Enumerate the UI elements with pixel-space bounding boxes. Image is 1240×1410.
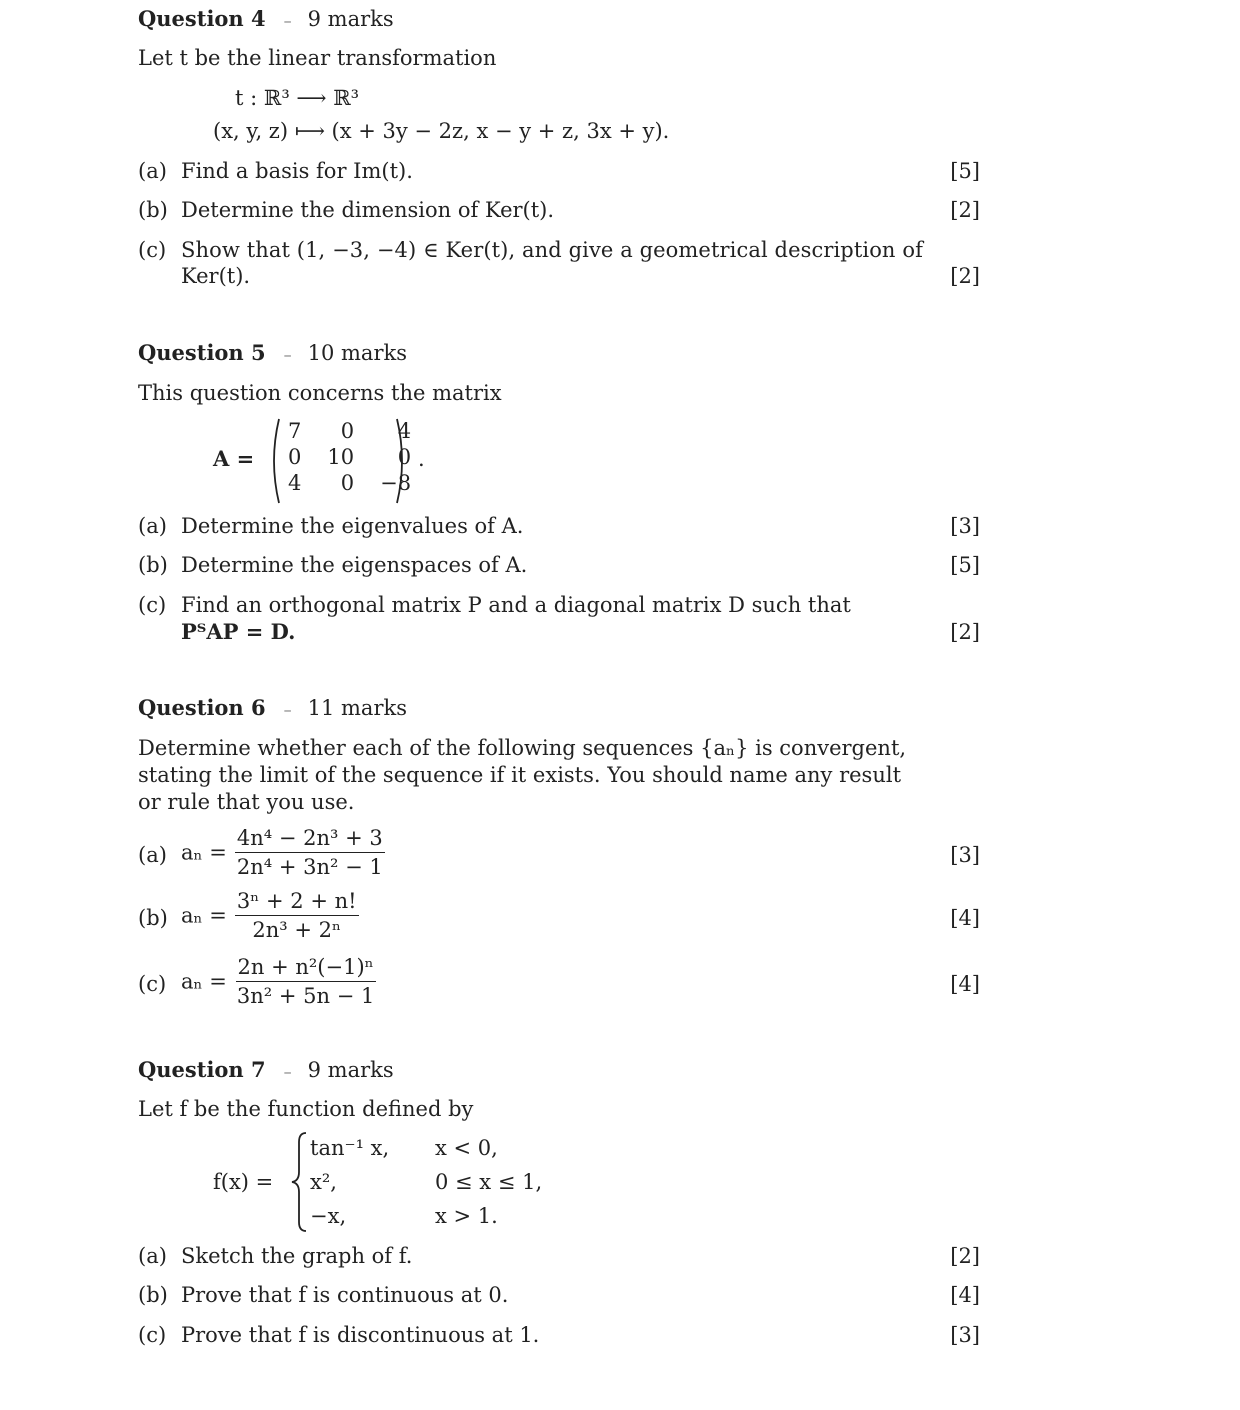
part-mark: [3] <box>950 514 980 538</box>
question-intro-line: Determine whether each of the following sequences {aₙ} is convergent, <box>138 736 907 760</box>
part-label: (a) <box>138 159 167 183</box>
part-mark: [2] <box>950 1244 980 1268</box>
sequence-formula <box>181 955 376 1008</box>
part-text: Find an orthogonal matrix P and a diagonal matrix D such that <box>181 593 851 617</box>
fraction <box>235 826 385 879</box>
numerator: 3ⁿ + 2 + n! <box>235 889 359 916</box>
formula-lhs: aₙ = <box>181 903 227 928</box>
case-expr: −x, <box>310 1204 347 1228</box>
question-7-heading: Question 7 – 9 marks <box>138 1057 394 1082</box>
part-text: Determine the eigenspaces of A. <box>181 553 528 577</box>
case-row <box>310 1203 498 1229</box>
part-mark: [5] <box>950 553 980 577</box>
part-text: Determine the eigenvalues of A. <box>181 514 524 538</box>
matrix-name: A = <box>213 446 255 471</box>
part-mark: [4] <box>950 1283 980 1307</box>
question-title: Question 5 <box>138 340 266 365</box>
matrix-period: . <box>418 447 425 471</box>
sequence-formula <box>181 889 359 942</box>
part-mark: [4] <box>950 906 980 930</box>
part-label: (c) <box>138 972 167 996</box>
question-marks: 9 marks <box>307 7 394 31</box>
fraction <box>235 889 359 942</box>
part-label: (c) <box>138 1323 167 1347</box>
part-label: (a) <box>138 1244 167 1268</box>
question-6-heading: Question 6 – 11 marks <box>138 695 407 720</box>
denominator: 2n⁴ + 3n² − 1 <box>236 855 383 879</box>
matrix-cell: 4 <box>397 419 412 443</box>
matrix-cell: 0 <box>397 445 412 469</box>
matrix-cell: 4 <box>288 471 302 495</box>
part-text: Show that (1, −3, −4) ∈ Ker(t), and give a geometrical description of <box>181 238 923 262</box>
case-condition: x > 1. <box>435 1204 498 1228</box>
case-row <box>310 1169 543 1195</box>
denominator: 3n² + 5n − 1 <box>236 984 375 1008</box>
part-text-continued: PᵀAP = D. <box>181 619 296 644</box>
part-label: (a) <box>138 514 167 538</box>
sequence-formula <box>181 826 385 879</box>
map-line-1: t : ℝ³ ⟶ ℝ³ <box>235 86 360 110</box>
denominator: 2n³ + 2ⁿ <box>252 918 342 942</box>
question-5-heading: Question 5 – 10 marks <box>138 340 407 365</box>
question-intro-line: or rule that you use. <box>138 790 355 814</box>
part-label: (c) <box>138 238 167 262</box>
part-mark: [4] <box>950 972 980 996</box>
question-intro-line: stating the limit of the sequence if it exists. You should name any result <box>138 763 902 787</box>
numerator: 2n + n²(−1)ⁿ <box>236 955 376 982</box>
part-mark: [5] <box>950 159 980 183</box>
part-label: (c) <box>138 593 167 617</box>
part-text: Prove that f is discontinuous at 1. <box>181 1323 540 1347</box>
matrix-cell: 0 <box>340 471 355 495</box>
part-text: Prove that f is continuous at 0. <box>181 1283 509 1307</box>
formula-lhs: aₙ = <box>181 840 227 865</box>
case-expr: x², <box>310 1170 337 1194</box>
question-4-heading: Question 4 – 9 marks <box>138 6 394 31</box>
matrix-cell: 0 <box>288 445 302 469</box>
question-title: Question 7 <box>138 1057 266 1082</box>
matrix-A <box>268 418 410 504</box>
question-marks: 11 marks <box>307 696 407 720</box>
matrix-cell: 0 <box>340 419 355 443</box>
part-label: (a) <box>138 843 167 867</box>
formula-lhs: aₙ = <box>181 969 227 994</box>
matrix-cell: −8 <box>380 471 412 495</box>
part-text: Sketch the graph of f. <box>181 1244 413 1268</box>
part-text: Determine the dimension of Ker(t). <box>181 198 555 222</box>
left-paren <box>268 418 280 504</box>
question-title: Question 6 <box>138 695 266 720</box>
map-line-2: (x, y, z) ⟼ (x + 3y − 2z, x − y + z, 3x + y). <box>213 119 670 143</box>
part-label: (b) <box>138 198 168 222</box>
question-marks: 9 marks <box>307 1058 394 1082</box>
matrix-cell: 10 <box>327 445 355 469</box>
exam-page <box>138 0 978 1410</box>
numerator: 4n⁴ − 2n³ + 3 <box>235 826 385 853</box>
function-name: f(x) = <box>213 1170 274 1194</box>
part-mark: [3] <box>950 843 980 867</box>
case-condition: x < 0, <box>435 1136 498 1160</box>
fraction <box>235 955 376 1008</box>
part-text: Find a basis for Im(t). <box>181 159 413 183</box>
question-intro: Let t be the linear transformation <box>138 46 497 70</box>
left-brace <box>290 1132 308 1232</box>
question-intro: This question concerns the matrix <box>138 381 502 405</box>
part-text-continued: Ker(t). <box>181 264 251 288</box>
part-mark: [3] <box>950 1323 980 1347</box>
question-intro: Let f be the function defined by <box>138 1097 474 1121</box>
right-paren <box>396 418 408 504</box>
part-mark: [2] <box>950 198 980 222</box>
part-mark: [2] <box>950 620 980 644</box>
case-expr: tan⁻¹ x, <box>310 1136 390 1160</box>
case-row <box>310 1135 498 1161</box>
part-label: (b) <box>138 1283 168 1307</box>
question-marks: 10 marks <box>307 341 407 365</box>
piecewise-definition <box>290 1132 543 1232</box>
question-title: Question 4 <box>138 6 266 31</box>
part-label: (b) <box>138 553 168 577</box>
matrix-cell: 7 <box>288 419 302 443</box>
part-label: (b) <box>138 906 168 930</box>
part-mark: [2] <box>950 264 980 288</box>
case-condition: 0 ≤ x ≤ 1, <box>435 1170 543 1194</box>
